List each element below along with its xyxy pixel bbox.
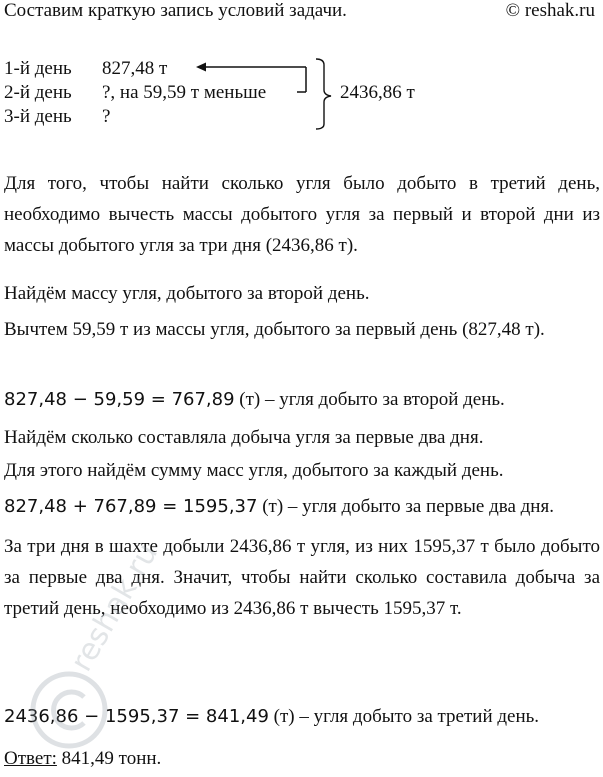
- equation-2-expr: 827,48 + 767,89 = 1595,37: [4, 496, 258, 517]
- equation-2: [4, 496, 554, 518]
- row-value: ?, на 59,59 т меньше: [102, 82, 267, 103]
- paragraph-6: За три дня в шахте добыли 2436,86 т угля, из них 1595,37 т было добыто за первые два дня. Значит, чтобы найти сколько составила добыча за третий день, необходимо из 2436,86 т вычесть 1595,37 т.: [4, 536, 600, 619]
- paragraph-2: Найдём массу угля, добытого за второй день.: [4, 283, 370, 304]
- watermark-text: reshak.ru: [64, 537, 166, 678]
- total-brace: [0, 58, 603, 138]
- answer-label: Ответ:: [4, 748, 57, 769]
- condition-scheme: [0, 58, 603, 138]
- equation-3-expr: 2436,86 − 1595,37 = 841,49: [4, 706, 269, 727]
- equation-1-text: (т) – угля добыто за второй день.: [234, 389, 505, 410]
- paragraph-4: Найдём сколько составляла добыча угля за первые два дня.: [4, 427, 484, 448]
- total-value: 2436,86 т: [340, 82, 415, 103]
- equation-2-text: (т) – угля добыто за первые два дня.: [257, 496, 554, 517]
- row-value: ?: [102, 106, 111, 127]
- source-credit: © reshak.ru: [505, 0, 595, 21]
- paragraph-5: Для этого найдём сумму масс угля, добытого за каждый день.: [4, 460, 504, 481]
- answer-value: 841,49 тонн.: [56, 748, 162, 769]
- equation-3: [4, 706, 539, 728]
- equation-1: [4, 389, 505, 411]
- row-label: 2-й день: [4, 82, 72, 103]
- paragraph-1: Для того, чтобы найти сколько угля было добыто в третий день, необходимо вычесть массы добытого угля за первый и второй дни из массы добытого угля за три дня (2436,86 т).: [4, 173, 600, 256]
- row-label: 1-й день: [4, 58, 72, 79]
- equation-1-expr: 827,48 − 59,59 = 767,89: [4, 389, 235, 410]
- row-value: 827,48 т: [102, 58, 168, 79]
- answer: [4, 748, 161, 770]
- equation-3-text: (т) – угля добыто за третий день.: [268, 706, 540, 727]
- paragraph-3: Вычтем 59,59 т из массы угля, добытого за первый день (827,48 т).: [4, 319, 545, 340]
- row-label: 3-й день: [4, 106, 72, 127]
- page-title: Составим краткую запись условий задачи.: [4, 0, 347, 21]
